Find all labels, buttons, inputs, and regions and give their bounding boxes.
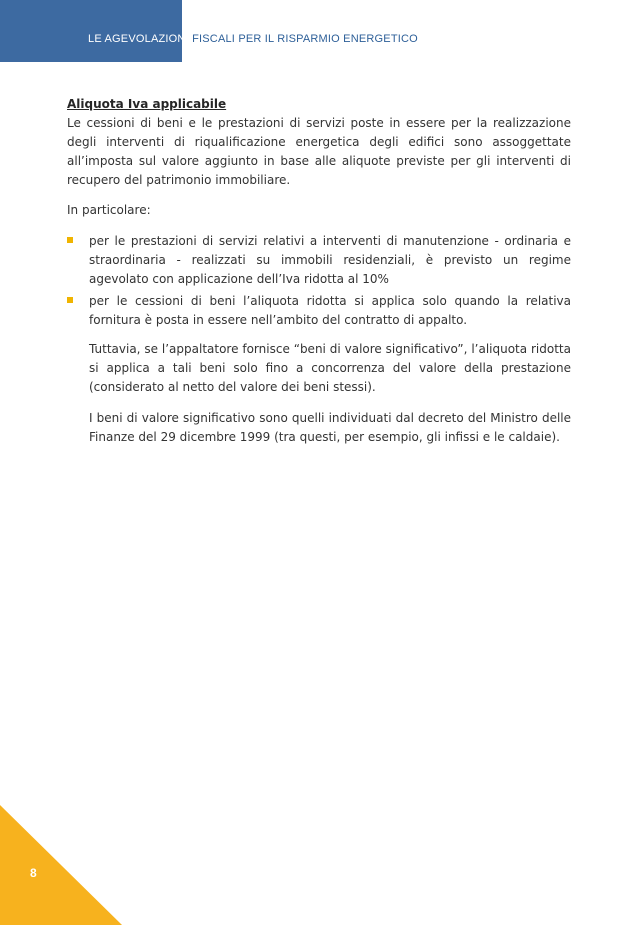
running-header bbox=[88, 33, 418, 45]
bullet-text: per le cessioni di beni l’aliquota ridotta si applica solo quando la relativa fornitura è posta in essere nell’ambito del contratto di appalto. bbox=[89, 294, 571, 327]
square-bullet-icon bbox=[67, 297, 73, 303]
list-item bbox=[67, 292, 571, 330]
note-paragraph: Tuttavia, se l’appaltatore fornisce “beni di valore significativo”, l’aliquota ridotta si applica a tali beni solo fino a concorrenza del valore della prestazione (considerato al netto del valore dei beni stessi). bbox=[89, 342, 571, 394]
list-item bbox=[67, 232, 571, 289]
running-header-part-1: LE AGEVOLAZIONI bbox=[88, 33, 189, 45]
intro-paragraph: Le cessioni di beni e le prestazioni di servizi poste in essere per la realizzazione degli interventi di riqualificazione energetica degli edifici sono assoggettate all’imposta sul valore aggiunto in base alle aliquote previste per gli interventi di recupero del patrimonio immobiliare. bbox=[67, 116, 571, 187]
page-number: 8 bbox=[30, 866, 37, 880]
lead-paragraph: In particolare: bbox=[67, 203, 151, 217]
square-bullet-icon bbox=[67, 237, 73, 243]
note-paragraph: I beni di valore significativo sono quelli individuati dal decreto del Ministro delle Finanze del 29 dicembre 1999 (tra questi, per esempio, gli infissi e le caldaie). bbox=[89, 411, 571, 444]
running-header-part-2: FISCALI PER IL RISPARMIO ENERGETICO bbox=[192, 33, 418, 45]
bullet-text: per le prestazioni di servizi relativi a interventi di manutenzione - ordinaria e straordinaria - realizzati su immobili residenziali, è previsto un regime agevolato con applicazione dell’Iva ridotta al 10% bbox=[89, 234, 571, 286]
bullet-list bbox=[67, 232, 571, 330]
header-color-block bbox=[0, 0, 182, 62]
corner-accent bbox=[0, 805, 122, 925]
page-body bbox=[67, 95, 571, 459]
section-heading: Aliquota Iva applicabile bbox=[67, 97, 227, 111]
